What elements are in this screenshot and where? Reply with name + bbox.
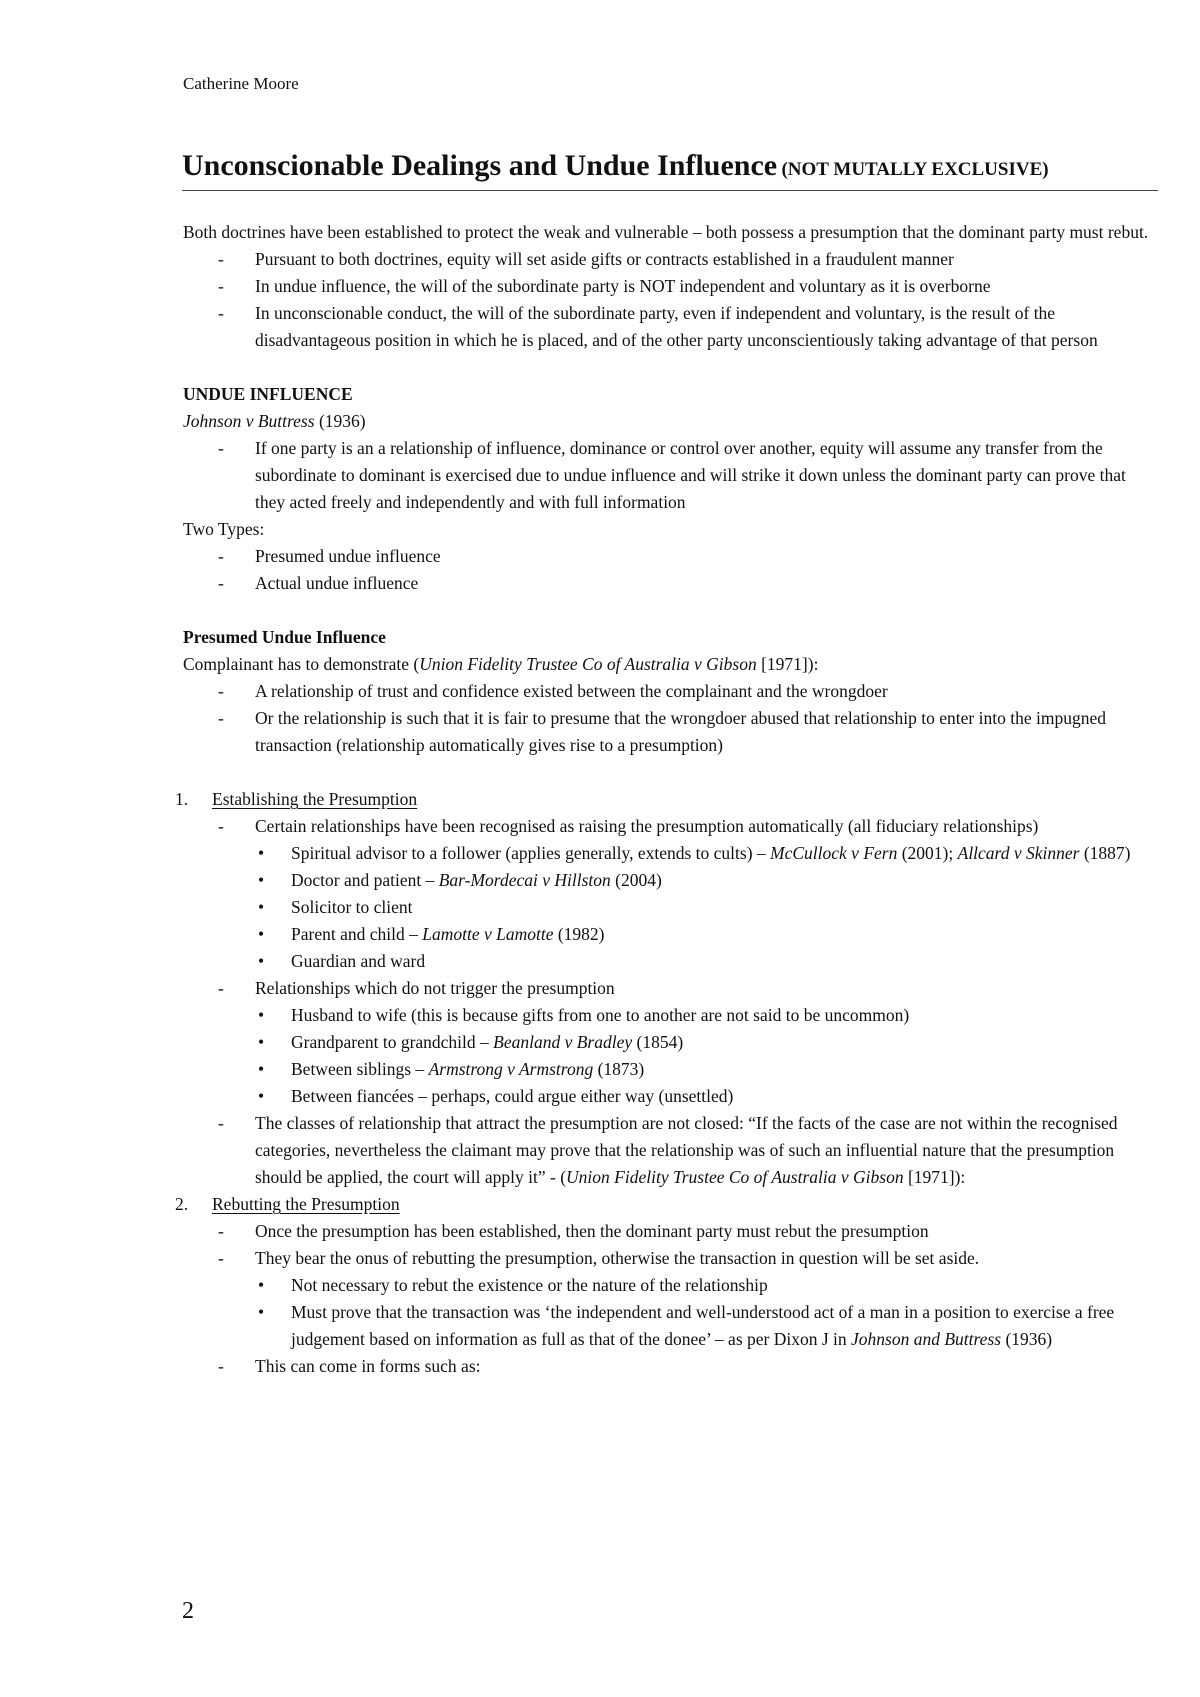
list-item: • Between fiancées – perhaps, could argue either way (unsettled): [255, 1083, 1153, 1110]
list-item: - In undue influence, the will of the subordinate party is NOT independent and voluntary as it is overborne: [183, 273, 1153, 300]
undue-list: [183, 435, 1153, 516]
item-label: Establishing the Presumption: [212, 789, 418, 809]
list-item: • Husband to wife (this is because gifts from one to another are not said to be uncommon): [255, 1002, 1153, 1029]
list-item: - They bear the onus of rebutting the presumption, otherwise the transaction in question will be set aside. • Not necessary to rebut the existence or the nature of the relationship • Must prove that the transaction was ‘the independent and well-understood act of a man in a position to exercise a free judgement based on information as full as that of the donee’ – as per Dixon J in Johnson and Buttress (1936): [212, 1245, 1153, 1353]
establishing-list: [212, 813, 1153, 1191]
list-item: - This can come in forms such as:: [212, 1353, 1153, 1380]
list-item: • Spiritual advisor to a follower (applies generally, extends to cults) – McCullock v Fern (2001); Allcard v Skinner (1887): [255, 840, 1153, 867]
list-item: • Doctor and patient – Bar-Mordecai v Hillston (2004): [255, 867, 1153, 894]
rebutting-sub-list: [255, 1272, 1153, 1353]
list-item: - Pursuant to both doctrines, equity will set aside gifts or contracts established in a fraudulent manner: [183, 246, 1153, 273]
list-item: • Parent and child – Lamotte v Lamotte (1982): [255, 921, 1153, 948]
page-number: 2: [182, 1598, 194, 1624]
list-item: - In unconscionable conduct, the will of the subordinate party, even if independent and voluntary, is the result of the disadvantageous position in which he is placed, and of the other party unconscientiously taking advantage of that person: [183, 300, 1153, 354]
list-item: - The classes of relationship that attract the presumption are not closed: “If the facts of the case are not within the recognised categories, nevertheless the claimant may prove that the relationship was of such an influential nature that the presumption should be applied, the court will apply it” - (Union Fidelity Trustee Co of Australia v Gibson [1971]):: [212, 1110, 1153, 1191]
author-name: Catherine Moore: [183, 74, 299, 93]
presumed-list: [183, 678, 1153, 759]
item-number: 1.: [175, 789, 189, 809]
list-item: - If one party is an a relationship of influence, dominance or control over another, equity will assume any transfer from the subordinate to dominant is exercised due to undue influence and will strike it down unless the dominant party can prove that they acted freely and independently and with full information: [183, 435, 1153, 516]
title-note: (NOT MUTALLY EXCLUSIVE): [781, 159, 1049, 180]
list-item: • Guardian and ward: [255, 948, 1153, 975]
case-year: (1936): [318, 411, 366, 431]
presumed-intro: Complainant has to demonstrate (Union Fidelity Trustee Co of Australia v Gibson [1971]):: [183, 654, 819, 674]
rebutting-list: [212, 1218, 1153, 1380]
list-item: • Must prove that the transaction was ‘the independent and well-understood act of a man in a position to exercise a free judgement based on information as full as that of the donee’ – as per Dixon J in Johnson and Buttress (1936): [255, 1299, 1153, 1353]
item-number: 2.: [175, 1194, 189, 1214]
case-name: Lamotte v Lamotte: [422, 924, 554, 944]
item-label: Rebutting the Presumption: [212, 1194, 400, 1214]
non-trigger-list: [255, 1002, 1153, 1110]
case-name: Union Fidelity Trustee Co of Australia v Gibson: [419, 654, 757, 674]
case-name: Johnson and Buttress: [851, 1329, 1002, 1349]
case-name: Armstrong v Armstrong: [428, 1059, 594, 1079]
list-item: • Solicitor to client: [255, 894, 1153, 921]
case-name: Allcard v Skinner: [957, 843, 1080, 863]
section-heading-presumed: Presumed Undue Influence: [183, 627, 386, 647]
list-item: • Not necessary to rebut the existence or the nature of the relationship: [255, 1272, 1153, 1299]
list-item: - Presumed undue influence: [183, 543, 1153, 570]
numbered-item-establishing: [175, 786, 1153, 1191]
list-item: - Actual undue influence: [183, 570, 1153, 597]
section-heading-undue-influence: UNDUE INFLUENCE: [183, 384, 353, 404]
title-main: Unconscionable Dealings and Undue Influence: [182, 149, 778, 182]
case-citation: [183, 408, 1153, 435]
page-title: [182, 148, 1158, 191]
types-list: [183, 543, 1153, 597]
list-item: • Between siblings – Armstrong v Armstrong (1873): [255, 1056, 1153, 1083]
case-name: Johnson v Buttress: [183, 411, 315, 431]
list-item: - Certain relationships have been recognised as raising the presumption automatically (all fiduciary relationships) • Spiritual advisor to a follower (applies generally, extends to cults) – McCullock v Fern (2001); Allcard v Skinner (1887) • Doctor and patient – Bar-Mordecai v Hillston (2004) • Solicitor to client • Parent and child – Lamotte v Lamotte (1982) • Guardian and ward: [212, 813, 1153, 975]
list-item: - Once the presumption has been established, then the dominant party must rebut the presumption: [212, 1218, 1153, 1245]
case-name: Beanland v Bradley: [493, 1032, 633, 1052]
intro-list: [183, 246, 1153, 354]
auto-relationships-list: [255, 840, 1153, 975]
case-name: Union Fidelity Trustee Co of Australia v Gibson: [566, 1167, 904, 1187]
document-body: [175, 219, 1153, 1380]
intro-paragraph: Both doctrines have been established to protect the weak and vulnerable – both possess a presumption that the dominant party must rebut.: [183, 222, 1149, 242]
numbered-item-rebutting: [175, 1191, 1153, 1380]
list-item: - A relationship of trust and confidence existed between the complainant and the wrongdoer: [183, 678, 1153, 705]
case-name: McCullock v Fern: [770, 843, 898, 863]
list-item: - Relationships which do not trigger the presumption • Husband to wife (this is because gifts from one to another are not said to be uncommon) • Grandparent to grandchild – Beanland v Bradley (1854) • Between siblings – Armstrong v Armstrong (1873) • Between fiancées – perhaps, could argue either way (unsettled): [212, 975, 1153, 1110]
types-label: Two Types:: [183, 519, 265, 539]
list-item: • Grandparent to grandchild – Beanland v Bradley (1854): [255, 1029, 1153, 1056]
case-name: Bar-Mordecai v Hillston: [438, 870, 611, 890]
list-item: - Or the relationship is such that it is fair to presume that the wrongdoer abused that relationship to enter into the impugned transaction (relationship automatically gives rise to a presumption): [183, 705, 1153, 759]
